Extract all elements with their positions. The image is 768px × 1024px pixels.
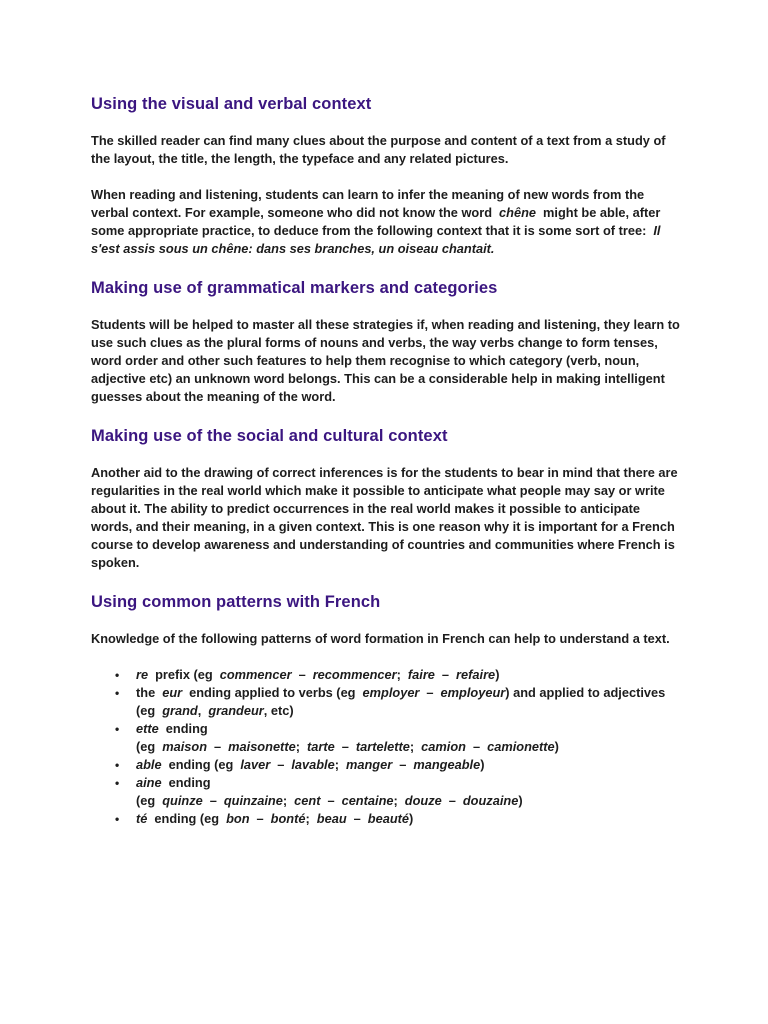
paragraph-grammatical-markers: Students will be helped to master all these strategies if, when reading and listening, they learn to use such clues as the plural forms of nouns and verbs, the way verbs change to form tenses, word order and other such features to help them recognise to which category (verb, noun, adjective etc) an unknown word belongs. This can be a considerable help in making intelligent guesses about the meaning of the word. bbox=[91, 317, 680, 404]
list-text: ; bbox=[409, 739, 415, 754]
list-text: prefix (eg bbox=[155, 667, 213, 682]
example-word: tartelette bbox=[355, 739, 410, 754]
list-item bbox=[91, 810, 684, 828]
paragraph-skilled-reader: The skilled reader can find many clues about the purpose and content of a text from a study of the layout, the title, the length, the typeface and any related pictures. bbox=[91, 133, 666, 166]
list-item bbox=[91, 666, 684, 684]
list-text: ; bbox=[295, 739, 300, 754]
example-word: lavable bbox=[291, 757, 335, 772]
example-word: aine bbox=[136, 775, 162, 790]
example-word: quinze bbox=[162, 793, 203, 808]
bullet-icon: • bbox=[115, 668, 120, 682]
list-text: ) bbox=[495, 667, 500, 682]
word-pattern-list bbox=[91, 666, 684, 828]
example-word: douzaine bbox=[462, 793, 519, 808]
list-text: , etc) bbox=[263, 703, 294, 718]
list-text: – bbox=[327, 793, 335, 808]
list-text: – bbox=[448, 793, 456, 808]
example-word: refaire bbox=[456, 667, 496, 682]
example-word: grandeur bbox=[208, 703, 264, 718]
heading-visual-verbal-context: Using the visual and verbal context bbox=[91, 95, 372, 113]
list-text: – bbox=[214, 739, 222, 754]
example-word: employeur bbox=[440, 685, 506, 700]
list-text: (eg bbox=[136, 739, 156, 754]
example-word: bon bbox=[226, 811, 250, 826]
list-text: ) bbox=[409, 811, 414, 826]
example-word: recommencer bbox=[312, 667, 397, 682]
paragraph-text: might be able, after some appropriate practice, to deduce from the following context that it is some sort of tree: bbox=[91, 205, 661, 238]
list-item bbox=[91, 684, 684, 720]
example-word: maison bbox=[162, 739, 208, 754]
example-word: camion bbox=[421, 739, 466, 754]
example-word: té bbox=[136, 811, 148, 826]
example-word: tarte bbox=[306, 739, 335, 754]
paragraph-social-cultural: Another aid to the drawing of correct inferences is for the students to bear in mind that there are regularities in the real world which make it possible to anticipate what people may say or write about it. The ability to predict occurrences in the real world makes it possible to anticipate words, and their meaning, in a given context. This is one reason why it is important for a French course to develop awareness and understanding of countries and communities where French is spoken. bbox=[91, 465, 678, 570]
list-text: – bbox=[353, 811, 361, 826]
example-sentence: Il s'est assis sous un chêne: dans ses branches, un oiseau chantait. bbox=[91, 223, 661, 256]
heading-grammatical-markers: Making use of grammatical markers and categories bbox=[91, 279, 498, 297]
list-text: ) bbox=[554, 739, 559, 754]
example-word: eur bbox=[162, 685, 183, 700]
list-text: , bbox=[197, 703, 202, 718]
list-text: ; bbox=[334, 757, 339, 772]
list-text: ; bbox=[282, 793, 288, 808]
list-text: ; bbox=[393, 793, 398, 808]
example-word: employer bbox=[362, 685, 420, 700]
example-word: maisonette bbox=[228, 739, 296, 754]
example-word: quinzaine bbox=[223, 793, 283, 808]
list-text: – bbox=[472, 739, 481, 754]
list-text: – bbox=[441, 667, 450, 682]
example-word: beauté bbox=[367, 811, 410, 826]
example-word: able bbox=[136, 757, 162, 772]
list-text: ) and applied to adjectives (eg bbox=[136, 685, 666, 718]
list-text: ending (eg bbox=[168, 757, 234, 772]
bullet-icon: • bbox=[115, 812, 120, 826]
paragraph-text: When reading and listening, students can learn to infer the meaning of new words from the verbal context. For example, someone who did not know the word bbox=[91, 187, 645, 220]
example-word: chêne bbox=[499, 205, 537, 220]
example-word: camionette bbox=[487, 739, 555, 754]
paragraph-word-formation: Knowledge of the following patterns of word formation in French can help to understand a text. bbox=[91, 631, 670, 646]
list-text: – bbox=[399, 757, 407, 772]
list-text: ending applied to verbs (eg bbox=[189, 685, 356, 700]
bullet-icon: • bbox=[115, 686, 120, 700]
paragraph-verbal-context bbox=[91, 186, 684, 258]
example-word: faire bbox=[407, 667, 435, 682]
list-text: ; bbox=[396, 667, 401, 682]
heading-social-cultural-context: Making use of the social and cultural context bbox=[91, 427, 448, 445]
bullet-icon: • bbox=[115, 758, 120, 772]
list-text: – bbox=[341, 739, 349, 754]
example-word: bonté bbox=[270, 811, 306, 826]
example-word: re bbox=[136, 667, 149, 682]
list-text: – bbox=[298, 667, 306, 682]
example-word: centaine bbox=[341, 793, 394, 808]
list-item bbox=[91, 756, 684, 774]
list-text: ending (eg bbox=[154, 811, 220, 826]
example-word: ette bbox=[136, 721, 159, 736]
example-word: laver bbox=[240, 757, 271, 772]
example-word: cent bbox=[294, 793, 321, 808]
example-word: manger bbox=[346, 757, 393, 772]
example-word: mangeable bbox=[413, 757, 481, 772]
example-word: grand bbox=[162, 703, 198, 718]
bullet-icon: • bbox=[115, 776, 120, 790]
list-text: ; bbox=[305, 811, 310, 826]
bullet-icon: • bbox=[115, 722, 120, 736]
list-text: (eg bbox=[136, 793, 156, 808]
example-word: douze bbox=[404, 793, 442, 808]
heading-common-patterns: Using common patterns with French bbox=[91, 593, 381, 611]
list-text: ending bbox=[165, 721, 208, 736]
list-text: ending bbox=[168, 775, 211, 790]
list-text: – bbox=[426, 685, 434, 700]
list-item bbox=[91, 720, 684, 756]
list-text: – bbox=[209, 793, 217, 808]
list-text: – bbox=[256, 811, 264, 826]
example-word: commencer bbox=[219, 667, 292, 682]
example-word: beau bbox=[316, 811, 347, 826]
list-text: ) bbox=[518, 793, 523, 808]
list-text: – bbox=[277, 757, 285, 772]
list-item bbox=[91, 774, 684, 810]
list-text: ) bbox=[480, 757, 485, 772]
list-text: the bbox=[136, 685, 156, 700]
